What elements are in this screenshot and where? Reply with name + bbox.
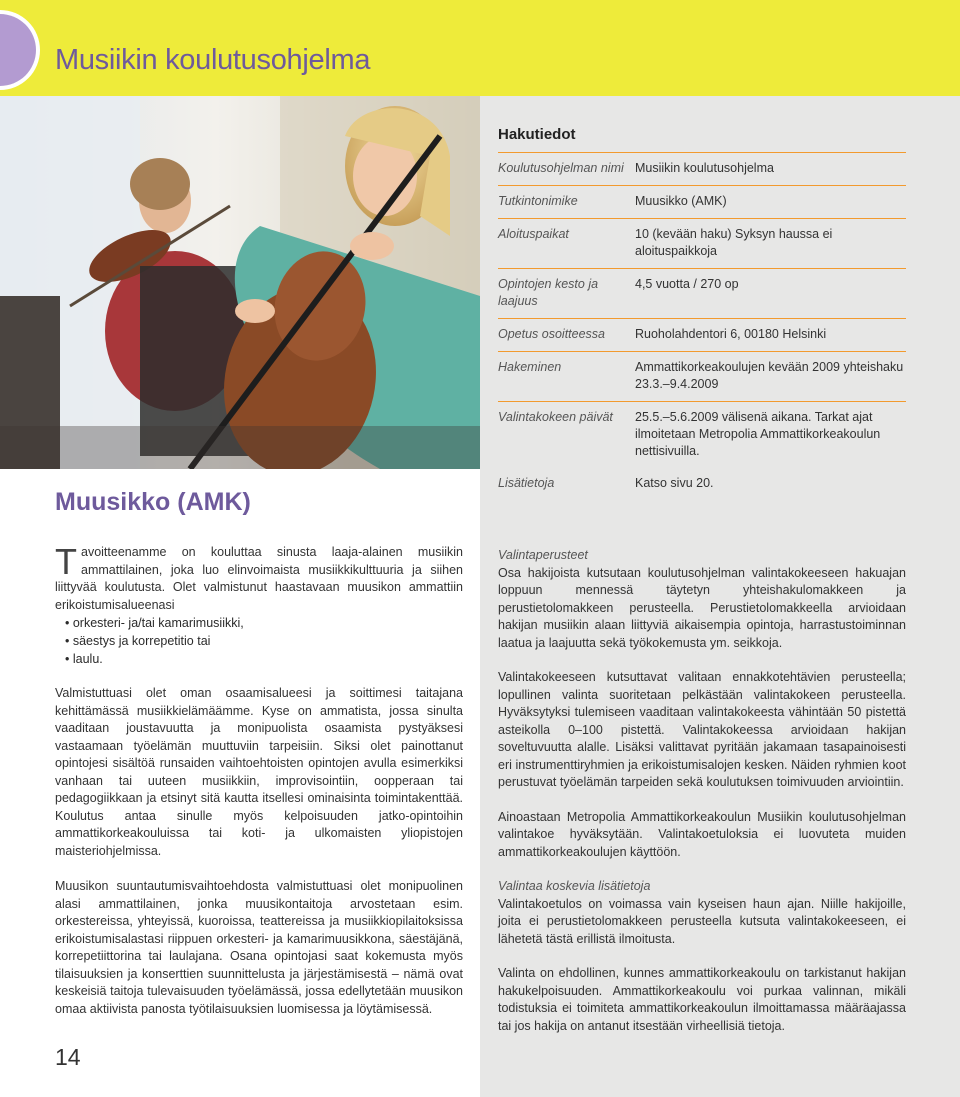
info-label: Opetus osoitteessa <box>498 327 606 341</box>
body-paragraph: Valmistuttuasi olet oman osaamisalueesi ja soittimesi taitajana kehittämässä musiikkielämäämme. Kyse on ammatista, jossa sinulta vaaditaan joustavuutta ja monipuolista osaamista pystyäksesi vastaamaan työelämän muuttuviin tarpeisiin. Siksi olet painottanut opintojesi sisältöä runsaiden vaihtoehtoisten opintojen avulla esimerkiksi vanhaan tai uuteen musiikkiin, improvisointiin, oopperaan tai pedagogiikkaan ja etsinyt sitä kautta itsellesi ominaisinta toimintakenttää. Koulutus antaa sinulle myös kelpoisuuden jatko-opintoihin ammattikorkeakouluissa tai koti- ja ulkomaisten yliopistojen maisteriohjelmissa. <box>55 686 463 858</box>
info-title: Hakutiedot <box>498 126 576 143</box>
info-row <box>498 219 906 269</box>
list-item: • orkesteri- ja/tai kamarimusiikki, <box>65 614 463 632</box>
criteria-paragraph: Valintakoetulos on voimassa vain kyseisen haun ajan. Niille hakijoille, joita ei perustietolomakkeen perusteella kutsuta valintakokeeseen, ei lähetetä tästä erillistä ilmoitusta. <box>498 896 906 946</box>
body-paragraph: Muusikon suuntautumisvaihtoehdosta valmistuttuasi olet monipuolinen alasi ammattilainen, jonka muusikontaitoja arvostetaan esim. orkestereissa, yhteyissä, kuoroissa, teattereissa ja musiikkiopilaitoksissa erikoistumisalastasi riippuen orkesteri- ja kamarimuusikkona, säestäjänä, korrepetiittorina tai laulajana. Osana opintojasi saat kokemusta myös tilaisuuksien ja konserttien suunnittelusta ja järjestämisestä – nämä ovat keskeisiä taitoja tulevaisuuden työelämässä, jossa edellytetään muusikon omaa aktiivista panosta työtilaisuuksien luomisessa ja löytämisessä. <box>55 879 463 1016</box>
specialization-list <box>65 614 463 668</box>
criteria-paragraph: Osa hakijoista kutsutaan koulutusohjelman valintakokeeseen hakuajan loppuun mennessä täytetyn yhteishakulomakkeen ja perustietolomakkeen perusteella. Perustietolomakkeella arvioidaan hakijan musiikin alaan liittyviä aikaisempia opintoja, harrastustoiminnan laatua ja laajuutta sekä työkokemusta ym. seikkoja. <box>498 565 906 650</box>
application-info-table <box>498 126 906 500</box>
section-heading: Muusikko (AMK) <box>55 488 251 516</box>
intro-paragraph <box>55 541 463 614</box>
info-label: Valintakokeen päivät <box>498 410 613 424</box>
info-row <box>498 319 906 352</box>
info-row <box>498 402 906 468</box>
criteria-heading: Valintaperusteet <box>498 548 588 562</box>
criteria-paragraph: Ainoastaan Metropolia Ammattikorkeakoulun Musiikin koulutusohjelman valintakoe hyväksytään. Valintakoetuloksia ei luovuteta muiden ammattikorkeakoulujen käyttöön. <box>498 809 906 859</box>
info-label: Koulutusohjelman nimi <box>498 161 624 175</box>
info-value: Musiikin koulutusohjelma <box>635 161 774 175</box>
info-label: Aloituspaikat <box>498 227 569 241</box>
list-item: • säestys ja korrepetitio tai <box>65 632 463 650</box>
info-label: Hakeminen <box>498 360 562 374</box>
info-label: Tutkintonimike <box>498 194 578 208</box>
info-value: Katso sivu 20. <box>635 476 714 490</box>
info-value: Ammattikorkeakoulujen kevään 2009 yhteishaku 23.3.–9.4.2009 <box>635 360 904 391</box>
info-value: 4,5 vuotta / 270 op <box>635 277 739 291</box>
info-value: 25.5.–5.6.2009 välisenä aikana. Tarkat ajat ilmoitetaan Metropolia Ammattikorkeakoulun nettisivuilla. <box>635 410 881 458</box>
info-row <box>498 186 906 219</box>
page-title: Musiikin koulutusohjelma <box>55 44 371 76</box>
criteria-paragraph: Valintakokeeseen kutsuttavat valitaan ennakkotehtävien perusteella; lopullinen valinta suoritetaan pelkästään valintakokeen perusteella. Hyväksytyksi tulemiseen vaaditaan valintakokeesta vähintään 50 pistettä asteikolla 0–100 pistettä. Valintakokeessa arvioidaan hakijan soveltuvuutta alalle. Lisäksi valittavat pyritään jakamaan tasapainoisesti eri instrumenttiryhmien ja erikoistumisalojen kesken. Näiden ryhmien koot perustuvat työelämän tarpeiden sekä koulutuksen toimivuuden arviointiin. <box>498 670 906 789</box>
info-value: Muusikko (AMK) <box>635 194 727 208</box>
main-column <box>55 488 463 1018</box>
info-label: Opintojen kesto ja laajuus <box>498 277 599 308</box>
criteria-subheading: Valintaa koskevia lisätietoja <box>498 879 651 893</box>
intro-text: avoitteenamme on kouluttaa sinusta laaja-alainen musiikin ammattilainen, joka luo elinvoimaista musiikkikulttuuria ja siihen liittyvää koulutusta. Olet valmistunut haastavaan muusikon ammattiin erikoistumisalueenasi <box>55 545 463 612</box>
info-value: Ruoholahdentori 6, 00180 Helsinki <box>635 327 827 341</box>
info-row <box>498 153 906 186</box>
info-row <box>498 468 906 500</box>
musicians-photo <box>0 96 480 469</box>
selection-criteria <box>498 547 906 1035</box>
list-item: • laulu. <box>65 650 463 668</box>
info-row <box>498 269 906 319</box>
info-label: Lisätietoja <box>498 476 555 490</box>
criteria-paragraph: Valinta on ehdollinen, kunnes ammattikorkeakoulu on tarkistanut hakijan hakukelpoisuuden. Ammattikorkeakoulu voi purkaa valinnan, mikäli todistuksia ei toimiteta ammattikorkeakoulun ilmoittamassa määräajassa tai jos hakija on antanut itsestään virheellisiä tietoja. <box>498 966 906 1033</box>
info-value: 10 (kevään haku) Syksyn haussa ei aloituspaikkoja <box>635 227 833 258</box>
info-row <box>498 352 906 402</box>
page-number: 14 <box>55 1044 81 1070</box>
drop-cap: T <box>55 541 77 582</box>
